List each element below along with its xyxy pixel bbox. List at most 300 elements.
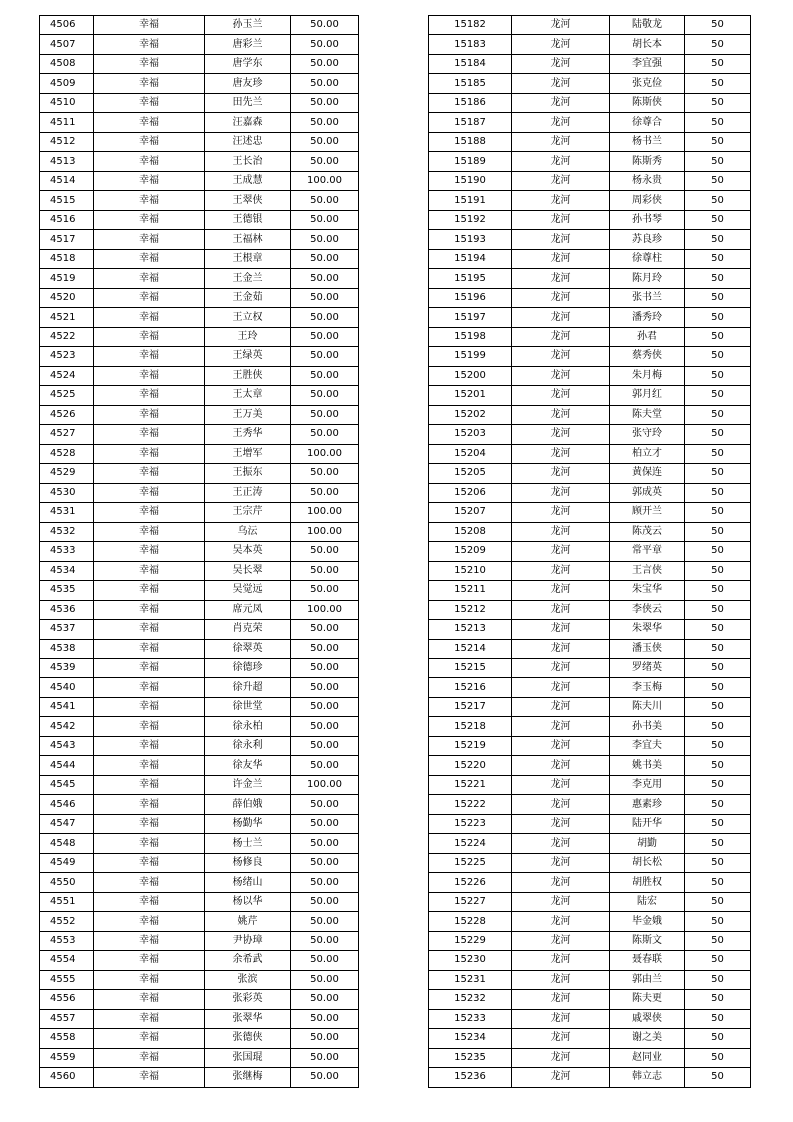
cell-amount: 50 <box>685 308 751 327</box>
cell-amount: 50 <box>685 931 751 950</box>
cell-amount: 50 <box>685 1048 751 1067</box>
cell-id: 4558 <box>40 1029 94 1048</box>
cell-name: 陈斯侠 <box>610 93 685 112</box>
cell-amount: 50.00 <box>291 912 359 931</box>
cell-name: 肖克荣 <box>205 620 291 639</box>
table-row <box>429 405 751 424</box>
cell-village: 龙河 <box>512 132 610 151</box>
cell-name: 席元凤 <box>205 600 291 619</box>
cell-name: 周彩侠 <box>610 191 685 210</box>
table-row <box>429 658 751 677</box>
cell-village: 龙河 <box>512 600 610 619</box>
cell-amount: 50.00 <box>291 210 359 229</box>
cell-name: 顾开兰 <box>610 503 685 522</box>
table-row <box>429 74 751 93</box>
table-row <box>429 990 751 1009</box>
table-row <box>429 425 751 444</box>
cell-id: 4520 <box>40 288 94 307</box>
cell-amount: 50 <box>685 74 751 93</box>
cell-id: 15213 <box>429 620 512 639</box>
table-row <box>40 736 359 755</box>
cell-amount: 50 <box>685 366 751 385</box>
cell-id: 4519 <box>40 269 94 288</box>
cell-village: 龙河 <box>512 581 610 600</box>
cell-village: 幸福 <box>94 951 205 970</box>
table-row <box>40 386 359 405</box>
cell-amount: 50 <box>685 736 751 755</box>
cell-village: 幸福 <box>94 522 205 541</box>
cell-village: 幸福 <box>94 892 205 911</box>
table-row <box>40 970 359 989</box>
cell-village: 幸福 <box>94 717 205 736</box>
cell-name: 李宜强 <box>610 54 685 73</box>
cell-name: 王成慧 <box>205 171 291 190</box>
cell-name: 王德银 <box>205 210 291 229</box>
cell-village: 龙河 <box>512 892 610 911</box>
cell-village: 龙河 <box>512 464 610 483</box>
cell-amount: 100.00 <box>291 522 359 541</box>
cell-village: 幸福 <box>94 366 205 385</box>
table-row <box>429 873 751 892</box>
cell-name: 徐世堂 <box>205 697 291 716</box>
table-row <box>429 210 751 229</box>
cell-amount: 50.00 <box>291 951 359 970</box>
right-table-body <box>429 16 751 1088</box>
cell-village: 龙河 <box>512 697 610 716</box>
table-row <box>40 191 359 210</box>
cell-id: 4509 <box>40 74 94 93</box>
table-row <box>429 951 751 970</box>
cell-amount: 50 <box>685 210 751 229</box>
cell-id: 15188 <box>429 132 512 151</box>
table-row <box>429 1029 751 1048</box>
cell-amount: 50.00 <box>291 620 359 639</box>
cell-amount: 50.00 <box>291 717 359 736</box>
cell-amount: 100.00 <box>291 600 359 619</box>
cell-name: 毕金娥 <box>610 912 685 931</box>
table-row <box>429 678 751 697</box>
table-row <box>429 249 751 268</box>
table-row <box>40 405 359 424</box>
cell-village: 龙河 <box>512 951 610 970</box>
cell-village: 龙河 <box>512 678 610 697</box>
cell-amount: 50.00 <box>291 386 359 405</box>
cell-village: 龙河 <box>512 249 610 268</box>
cell-village: 龙河 <box>512 230 610 249</box>
cell-name: 胡长松 <box>610 853 685 872</box>
cell-name: 杨永贵 <box>610 171 685 190</box>
cell-name: 田先兰 <box>205 93 291 112</box>
cell-id: 15203 <box>429 425 512 444</box>
cell-id: 4528 <box>40 444 94 463</box>
cell-id: 15220 <box>429 756 512 775</box>
table-row <box>429 600 751 619</box>
cell-amount: 50 <box>685 16 751 35</box>
cell-id: 15229 <box>429 931 512 950</box>
table-row <box>40 620 359 639</box>
cell-name: 常平章 <box>610 542 685 561</box>
cell-id: 15211 <box>429 581 512 600</box>
table-row <box>429 366 751 385</box>
table-row <box>40 366 359 385</box>
cell-village: 幸福 <box>94 1048 205 1067</box>
cell-id: 15225 <box>429 853 512 872</box>
cell-village: 幸福 <box>94 542 205 561</box>
table-row <box>40 93 359 112</box>
cell-amount: 50.00 <box>291 269 359 288</box>
cell-name: 杨以华 <box>205 892 291 911</box>
cell-id: 4531 <box>40 503 94 522</box>
cell-name: 乌沄 <box>205 522 291 541</box>
table-row <box>40 74 359 93</box>
cell-name: 王翠侠 <box>205 191 291 210</box>
cell-name: 朱宝华 <box>610 581 685 600</box>
cell-name: 郭月红 <box>610 386 685 405</box>
cell-name: 陈夫更 <box>610 990 685 1009</box>
cell-village: 龙河 <box>512 834 610 853</box>
cell-village: 幸福 <box>94 931 205 950</box>
cell-amount: 100.00 <box>291 503 359 522</box>
table-row <box>429 853 751 872</box>
cell-amount: 50 <box>685 620 751 639</box>
cell-amount: 50 <box>685 892 751 911</box>
table-row <box>429 697 751 716</box>
table-row <box>40 697 359 716</box>
cell-amount: 100.00 <box>291 171 359 190</box>
cell-village: 幸福 <box>94 736 205 755</box>
cell-name: 唐学东 <box>205 54 291 73</box>
cell-name: 王秀华 <box>205 425 291 444</box>
cell-amount: 50.00 <box>291 756 359 775</box>
cell-name: 唐友珍 <box>205 74 291 93</box>
table-row <box>40 444 359 463</box>
cell-village: 龙河 <box>512 1048 610 1067</box>
table-row <box>429 113 751 132</box>
cell-id: 4551 <box>40 892 94 911</box>
cell-amount: 50 <box>685 775 751 794</box>
cell-village: 龙河 <box>512 308 610 327</box>
cell-id: 4553 <box>40 931 94 950</box>
cell-id: 4525 <box>40 386 94 405</box>
cell-amount: 50 <box>685 951 751 970</box>
cell-id: 15214 <box>429 639 512 658</box>
cell-village: 幸福 <box>94 834 205 853</box>
cell-id: 15201 <box>429 386 512 405</box>
table-row <box>40 16 359 35</box>
cell-village: 幸福 <box>94 16 205 35</box>
cell-village: 龙河 <box>512 795 610 814</box>
cell-id: 4506 <box>40 16 94 35</box>
cell-id: 15223 <box>429 814 512 833</box>
cell-name: 郭成英 <box>610 483 685 502</box>
cell-name: 胡长本 <box>610 35 685 54</box>
cell-amount: 50.00 <box>291 35 359 54</box>
cell-name: 张滨 <box>205 970 291 989</box>
cell-id: 15206 <box>429 483 512 502</box>
cell-id: 4534 <box>40 561 94 580</box>
cell-village: 龙河 <box>512 386 610 405</box>
cell-id: 4552 <box>40 912 94 931</box>
cell-amount: 50.00 <box>291 639 359 658</box>
cell-village: 幸福 <box>94 171 205 190</box>
cell-name: 王增军 <box>205 444 291 463</box>
cell-amount: 50 <box>685 269 751 288</box>
cell-village: 龙河 <box>512 931 610 950</box>
cell-village: 幸福 <box>94 581 205 600</box>
cell-id: 4550 <box>40 873 94 892</box>
cell-amount: 50.00 <box>291 853 359 872</box>
cell-name: 王立权 <box>205 308 291 327</box>
cell-id: 4515 <box>40 191 94 210</box>
cell-village: 幸福 <box>94 464 205 483</box>
cell-village: 幸福 <box>94 561 205 580</box>
table-row <box>40 113 359 132</box>
cell-amount: 50 <box>685 386 751 405</box>
table-row <box>429 970 751 989</box>
cell-name: 郭由兰 <box>610 970 685 989</box>
cell-amount: 50 <box>685 795 751 814</box>
cell-amount: 50.00 <box>291 678 359 697</box>
cell-name: 张继梅 <box>205 1068 291 1087</box>
cell-name: 戚翠侠 <box>610 1009 685 1028</box>
table-row <box>40 542 359 561</box>
table-row <box>429 288 751 307</box>
cell-amount: 50.00 <box>291 152 359 171</box>
cell-id: 15228 <box>429 912 512 931</box>
cell-village: 龙河 <box>512 1029 610 1048</box>
cell-name: 吴长翠 <box>205 561 291 580</box>
cell-name: 汪嘉森 <box>205 113 291 132</box>
cell-village: 龙河 <box>512 756 610 775</box>
cell-amount: 50 <box>685 658 751 677</box>
cell-id: 15221 <box>429 775 512 794</box>
cell-amount: 50 <box>685 171 751 190</box>
cell-amount: 50.00 <box>291 425 359 444</box>
cell-id: 4547 <box>40 814 94 833</box>
table-row <box>429 35 751 54</box>
cell-name: 李克用 <box>610 775 685 794</box>
cell-id: 4557 <box>40 1009 94 1028</box>
cell-village: 幸福 <box>94 35 205 54</box>
cell-amount: 50.00 <box>291 990 359 1009</box>
cell-amount: 50 <box>685 93 751 112</box>
cell-village: 幸福 <box>94 483 205 502</box>
cell-id: 15232 <box>429 990 512 1009</box>
cell-amount: 50.00 <box>291 366 359 385</box>
cell-amount: 50 <box>685 35 751 54</box>
cell-village: 幸福 <box>94 308 205 327</box>
table-row <box>40 1009 359 1028</box>
cell-amount: 50.00 <box>291 464 359 483</box>
cell-amount: 50.00 <box>291 132 359 151</box>
cell-name: 赵同业 <box>610 1048 685 1067</box>
cell-amount: 50 <box>685 873 751 892</box>
table-row <box>40 308 359 327</box>
cell-village: 龙河 <box>512 853 610 872</box>
cell-id: 4540 <box>40 678 94 697</box>
cell-village: 龙河 <box>512 171 610 190</box>
cell-village: 龙河 <box>512 561 610 580</box>
cell-village: 幸福 <box>94 347 205 366</box>
table-row <box>40 171 359 190</box>
cell-amount: 50.00 <box>291 931 359 950</box>
cell-id: 4510 <box>40 93 94 112</box>
cell-amount: 50.00 <box>291 1048 359 1067</box>
cell-id: 4536 <box>40 600 94 619</box>
cell-name: 张克俭 <box>610 74 685 93</box>
cell-name: 朱翠华 <box>610 620 685 639</box>
cell-amount: 50 <box>685 697 751 716</box>
table-row <box>40 522 359 541</box>
table-row <box>40 717 359 736</box>
cell-name: 张国琨 <box>205 1048 291 1067</box>
cell-village: 龙河 <box>512 873 610 892</box>
cell-id: 15194 <box>429 249 512 268</box>
cell-amount: 50.00 <box>291 736 359 755</box>
cell-amount: 50.00 <box>291 327 359 346</box>
table-row <box>40 931 359 950</box>
cell-id: 15235 <box>429 1048 512 1067</box>
cell-amount: 50.00 <box>291 483 359 502</box>
cell-id: 4513 <box>40 152 94 171</box>
cell-id: 15226 <box>429 873 512 892</box>
cell-amount: 50.00 <box>291 795 359 814</box>
cell-amount: 50.00 <box>291 970 359 989</box>
table-row <box>429 93 751 112</box>
cell-amount: 50 <box>685 600 751 619</box>
cell-amount: 50 <box>685 970 751 989</box>
cell-name: 王正涛 <box>205 483 291 502</box>
cell-id: 15183 <box>429 35 512 54</box>
cell-id: 15215 <box>429 658 512 677</box>
cell-name: 李侠云 <box>610 600 685 619</box>
table-row <box>429 736 751 755</box>
cell-name: 陈夫川 <box>610 697 685 716</box>
cell-amount: 50.00 <box>291 697 359 716</box>
cell-id: 4514 <box>40 171 94 190</box>
cell-name: 张书兰 <box>610 288 685 307</box>
cell-amount: 50 <box>685 405 751 424</box>
cell-village: 龙河 <box>512 775 610 794</box>
cell-name: 陆开华 <box>610 814 685 833</box>
table-row <box>40 600 359 619</box>
cell-village: 幸福 <box>94 1029 205 1048</box>
cell-amount: 50 <box>685 444 751 463</box>
table-row <box>40 775 359 794</box>
cell-id: 15212 <box>429 600 512 619</box>
cell-village: 龙河 <box>512 990 610 1009</box>
cell-name: 王长治 <box>205 152 291 171</box>
table-row <box>40 35 359 54</box>
cell-amount: 50.00 <box>291 405 359 424</box>
cell-id: 15224 <box>429 834 512 853</box>
table-row <box>40 892 359 911</box>
table-row <box>40 990 359 1009</box>
cell-amount: 50 <box>685 113 751 132</box>
cell-name: 姚芹 <box>205 912 291 931</box>
table-row <box>429 834 751 853</box>
cell-id: 15208 <box>429 522 512 541</box>
cell-village: 幸福 <box>94 620 205 639</box>
cell-name: 陈夫堂 <box>610 405 685 424</box>
cell-id: 4530 <box>40 483 94 502</box>
cell-amount: 50 <box>685 503 751 522</box>
table-row <box>40 503 359 522</box>
cell-id: 4532 <box>40 522 94 541</box>
table-row <box>429 581 751 600</box>
cell-id: 4546 <box>40 795 94 814</box>
cell-name: 王绿英 <box>205 347 291 366</box>
cell-village: 龙河 <box>512 113 610 132</box>
table-row <box>429 54 751 73</box>
cell-amount: 50 <box>685 717 751 736</box>
cell-village: 幸福 <box>94 54 205 73</box>
cell-name: 吴本英 <box>205 542 291 561</box>
cell-id: 15189 <box>429 152 512 171</box>
table-row <box>40 756 359 775</box>
cell-name: 王玲 <box>205 327 291 346</box>
cell-name: 罗绪英 <box>610 658 685 677</box>
cell-amount: 50.00 <box>291 191 359 210</box>
table-row <box>40 1048 359 1067</box>
cell-id: 4523 <box>40 347 94 366</box>
table-row <box>429 132 751 151</box>
cell-name: 孙书美 <box>610 717 685 736</box>
table-row <box>429 775 751 794</box>
table-row <box>429 191 751 210</box>
cell-id: 4554 <box>40 951 94 970</box>
table-row <box>429 347 751 366</box>
cell-village: 幸福 <box>94 775 205 794</box>
table-row <box>429 386 751 405</box>
cell-amount: 50.00 <box>291 561 359 580</box>
table-row <box>429 464 751 483</box>
table-row <box>429 171 751 190</box>
cell-amount: 50.00 <box>291 814 359 833</box>
cell-village: 龙河 <box>512 483 610 502</box>
table-row <box>429 542 751 561</box>
cell-id: 4543 <box>40 736 94 755</box>
cell-village: 幸福 <box>94 210 205 229</box>
cell-name: 苏良珍 <box>610 230 685 249</box>
cell-village: 幸福 <box>94 113 205 132</box>
cell-id: 4526 <box>40 405 94 424</box>
cell-id: 15217 <box>429 697 512 716</box>
cell-village: 幸福 <box>94 74 205 93</box>
cell-village: 龙河 <box>512 54 610 73</box>
cell-amount: 50 <box>685 561 751 580</box>
cell-amount: 50 <box>685 678 751 697</box>
cell-village: 龙河 <box>512 970 610 989</box>
table-row <box>429 892 751 911</box>
cell-id: 15192 <box>429 210 512 229</box>
cell-id: 4507 <box>40 35 94 54</box>
cell-name: 徐尊合 <box>610 113 685 132</box>
cell-name: 胡胜权 <box>610 873 685 892</box>
table-row <box>40 347 359 366</box>
cell-name: 聂春联 <box>610 951 685 970</box>
cell-village: 龙河 <box>512 16 610 35</box>
cell-name: 陈茂云 <box>610 522 685 541</box>
cell-id: 4512 <box>40 132 94 151</box>
cell-name: 唐彩兰 <box>205 35 291 54</box>
cell-name: 潘秀玲 <box>610 308 685 327</box>
cell-village: 龙河 <box>512 814 610 833</box>
cell-id: 4521 <box>40 308 94 327</box>
cell-village: 幸福 <box>94 1068 205 1087</box>
table-row <box>429 912 751 931</box>
cell-id: 15196 <box>429 288 512 307</box>
